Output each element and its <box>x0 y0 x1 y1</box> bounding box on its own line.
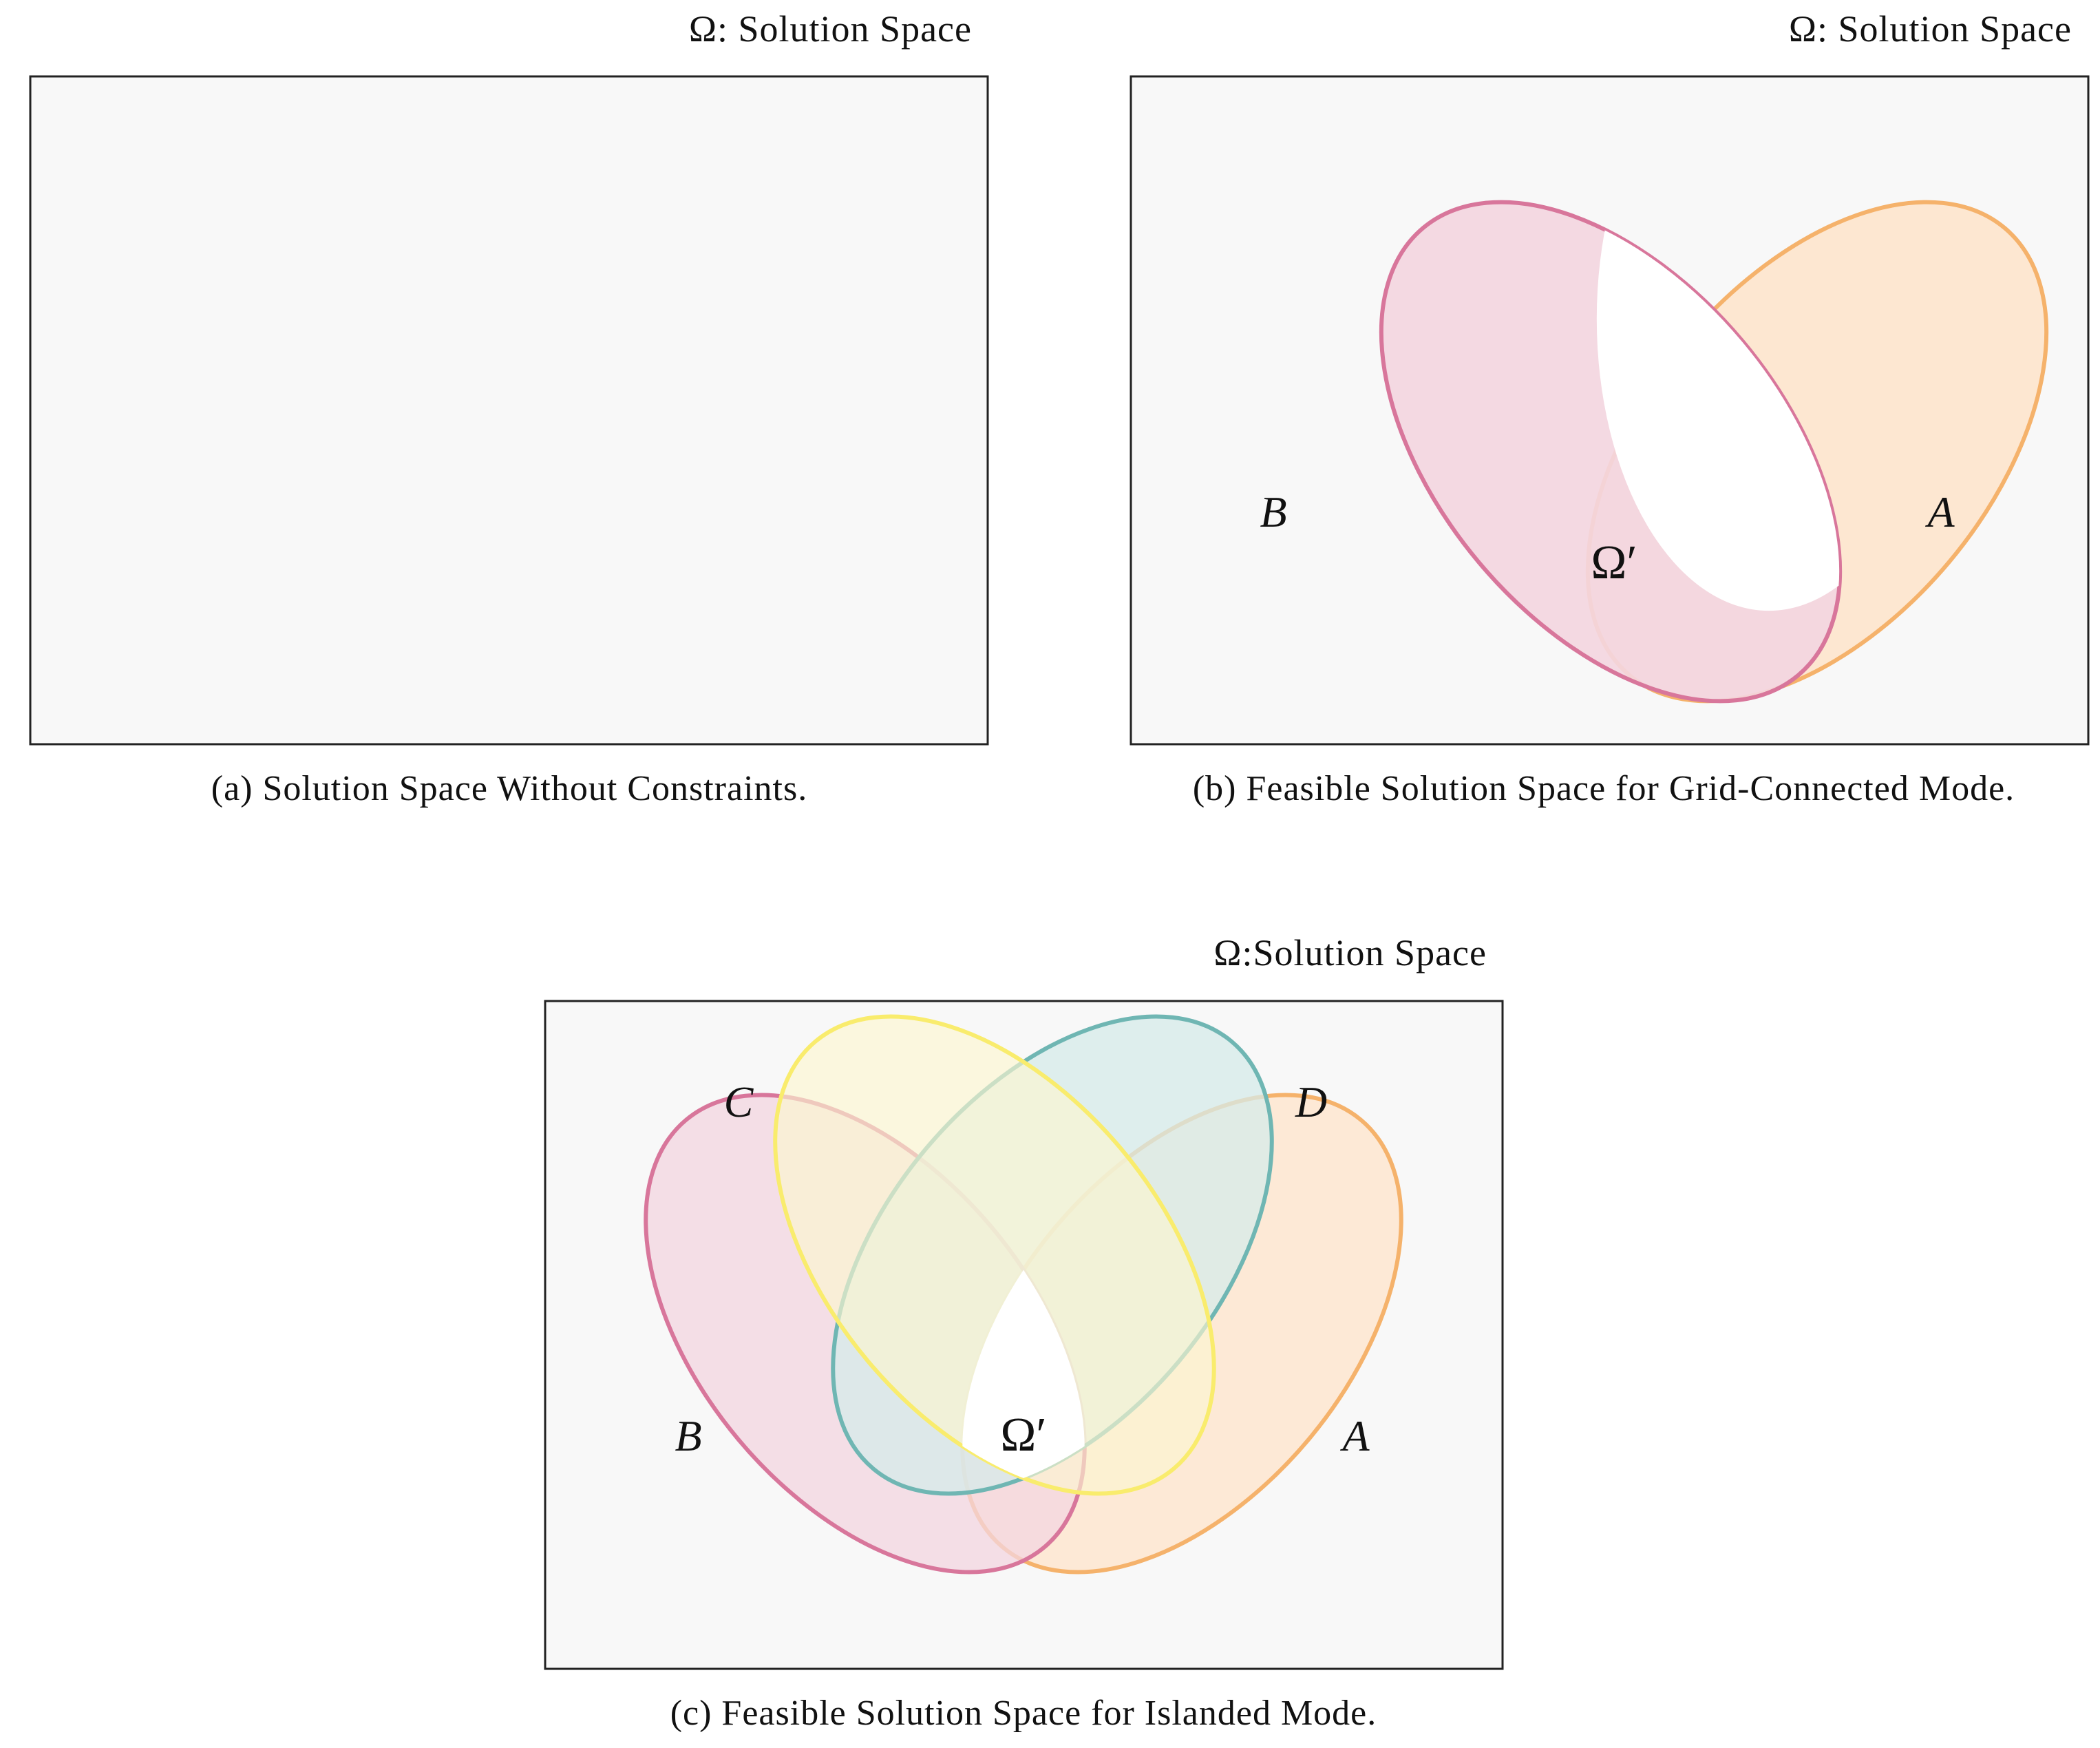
panel-a-title: Ω: Solution Space <box>688 8 972 50</box>
panel-b-set-A-label: A <box>1927 487 1955 536</box>
panel-a-caption: (a) Solution Space Without Constraints. <box>211 769 808 808</box>
panel-b-title: Ω: Solution Space <box>1788 8 2072 50</box>
panel-c <box>545 932 1503 1733</box>
panel-c-set-A-label: A <box>1342 1411 1370 1460</box>
panel-c-caption: (c) Feasible Solution Space for Islanded Mode. <box>670 1694 1377 1733</box>
panel-b-feasible-label: Ω′ <box>1591 536 1637 589</box>
panel-b-set-B-label: B <box>1260 487 1287 536</box>
panel-c-set-D-label: D <box>1295 1077 1328 1126</box>
panel-c-set-C-label: C <box>723 1077 754 1126</box>
panel-c-title: Ω:Solution Space <box>1213 932 1487 973</box>
panel-b-caption: (b) Feasible Solution Space for Grid-Connected Mode. <box>1192 769 2015 808</box>
panel-b <box>1131 8 2100 808</box>
panel-c-set-B-label: B <box>675 1411 702 1460</box>
panel-a <box>30 8 988 808</box>
panel-a-solution-space <box>30 76 988 744</box>
panel-c-feasible-label: Ω′ <box>1000 1409 1047 1462</box>
